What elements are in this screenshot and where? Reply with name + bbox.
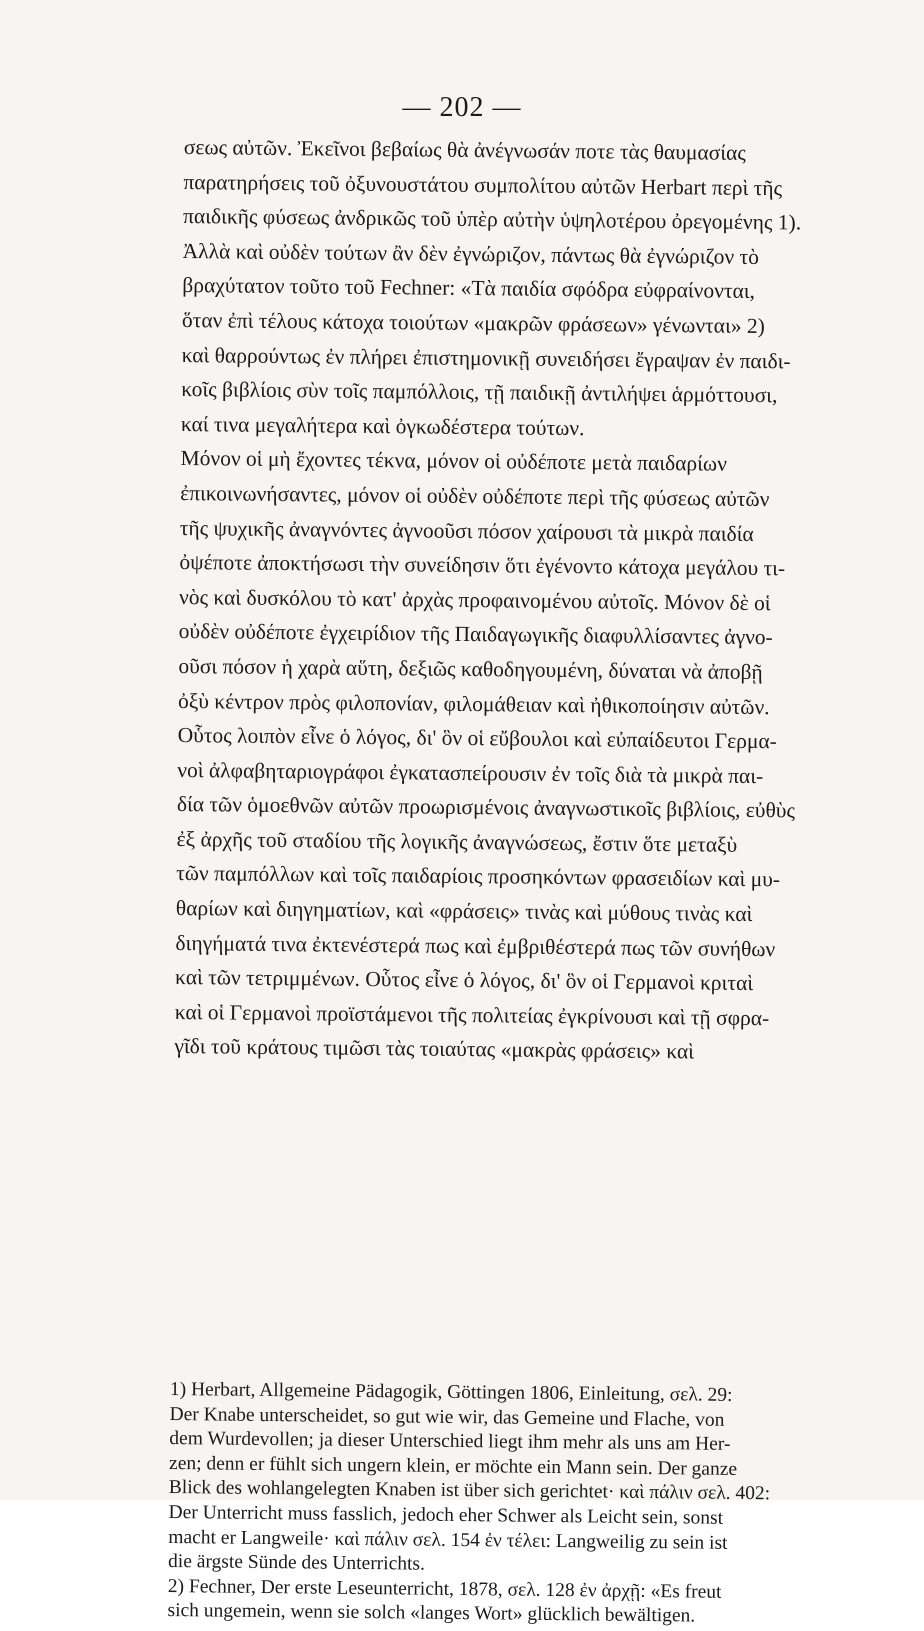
text-line: καὶ θαρρούντως ἐν πλήρει ἐπιστημονικῇ συνειδήσει ἔγραψαν ἐν παιδι- [181,342,791,373]
text-line: οῦσι πόσον ἡ χαρὰ αὕτη, δεξιῶς καθοδηγουμένη, δύναται νὰ ἀποβῇ [178,653,763,684]
text-line: καὶ οἱ Γερμανοὶ προϊστάμενοι τῆς πολιτείας ἐγκρίνουσι καὶ τῇ σφρα- [174,999,770,1031]
footnote-line: zen; denn er fühlt sich ungern klein, er möchte ein Mann sein. Der ganze [168,1452,738,1480]
footnote-line: sich ungemein, wenn sie solch «langes Wort» glücklich bewältigen. [167,1600,696,1627]
text-line: παιδικῆς φύσεως ἀνδρικῶς τοῦ ὑπὲρ αὐτὴν ὑψηλοτέρου ὀρεγομένης 1). [182,204,802,235]
text-line: δία τῶν ὁμοεθνῶν αὐτῶν προωρισμένοις ἀναγνωστικοῖς βιβλίοις, εὐθὺς [176,792,796,823]
footnote-line: dem Wurdevollen; ja dieser Unterschied liegt ihm mehr als uns am Her- [169,1428,731,1456]
text-line: θαρίων καὶ διηγηματίων, καὶ «φράσεις» τινὰς καὶ μύθους τινὰς καὶ [175,896,753,927]
footnote-line: Der Knabe unterscheidet, so gut wie wir, das Gemeine und Flache, von [169,1403,725,1431]
footnote-line: 2) Fechner, Der erste Leseunterricht, 1878, σελ. 128 ἐν ἀρχῇ: «Es freut [167,1575,722,1603]
footnote-line: die ärgste Sünde des Unterrichts. [167,1551,426,1575]
footnote-line: Blick des wohlangelegten Knaben ist über sich gerichtet· καὶ πάλιν σελ. 402: [168,1477,771,1505]
footnotes [167,1378,870,1631]
text-line: ὅταν ἐπὶ τέλους κάτοχα τοιούτων «μακρῶν φράσεων» γένωνται» 2) [181,307,765,339]
text-line: τῶν παμπόλλων καὶ τοῖς παιδαρίοις προσηκόντων φρασειδίων καὶ μυ- [176,861,781,892]
text-line: διηγήματά τινα ἐκτενέστερά πως καὶ ἐμβριθέστερά πως τῶν συνήθων [175,930,776,961]
text-line: νὸς καὶ δυσκόλου τὸ κατ' ἀρχὰς προφαινομένου αὐτοῖς. Μόνον δὲ οἱ [178,584,771,615]
text-line: ὀξὺ κέντρον πρὸς φιλοπονίαν, φιλομάθειαν καὶ ἠθικοποίησιν αὐτῶν. [177,688,770,719]
text-line: Οὗτος λοιπὸν εἶνε ὁ λόγος, δι' ὃν οἱ εὔβουλοι καὶ εὐπαίδευτοι Γερμα- [177,723,778,754]
footnote-line: Der Unterricht muss fasslich, jedoch eher Schwer als Leicht sein, sonst [168,1501,724,1529]
text-line: βραχύτατον τοῦτο τοῦ Fechner: «Τὰ παιδία σφόδρα εὐφραίνονται, [182,273,756,304]
text-line: τῆς ψυχικῆς ἀναγνόντες ἀγνοοῦσι πόσον χαίρουσι τὰ μικρὰ παιδία [179,515,754,546]
main-text [174,130,886,1071]
text-line: ὀψέποτε ἀποκτήσωσι τὴν συνείδησιν ὅτι ἐγένοντο κάτοχα μεγάλου τι- [179,550,786,581]
text-line: γῖδι τοῦ κράτους τιμῶσι τὰς τοιαύτας «μακρὰς φράσεις» καὶ [174,1034,695,1064]
text-line: Μόνον οἱ μὴ ἔχοντες τέκνα, μόνον οἱ οὐδέποτε μετὰ παιδαρίων [180,446,728,477]
text-line: ἐπικοινωνήσαντες, μόνον οἱ οὐδὲν οὐδέποτε περὶ τῆς φύσεως αὐτῶν [180,480,770,512]
footnote-line: 1) Herbart, Allgemeine Pädagogik, Göttingen 1806, Einleitung, σελ. 29: [169,1379,733,1406]
text-line: παρατηρήσεις τοῦ ὀξυνουστάτου συμπολίτου αὐτῶν Herbart περὶ τῆς [183,169,783,200]
text-line: ἐξ ἀρχῆς τοῦ σταδίου τῆς λογικῆς ἀναγνώσεως, ἔστιν ὅτε μεταξὺ [176,826,738,857]
footnote-line: macht er Langweile· καὶ πάλιν σελ. 154 ἐν τέλει: Langweilig zu sein ist [168,1526,728,1554]
page-number: — 202 — [402,92,522,123]
text-line: οὐδὲν οὐδέποτε ἐγχειρίδιον τῆς Παιδαγωγικῆς διαφυλλίσαντες ἀγνο- [178,619,773,650]
text-line: καὶ τῶν τετριμμένων. Οὗτος εἶνε ὁ λόγος, δι' ὃν οἱ Γερμανοὶ κριταὶ [175,965,754,996]
text-line: σεως αὐτῶν. Ἐκεῖνοι βεβαίως θὰ ἀνέγνωσάν ποτε τὰς θαυμασίας [183,134,746,165]
text-line: καί τινα μεγαλήτερα καὶ ὀγκωδέστερα τούτων. [180,411,585,440]
text-line: Ἀλλὰ καὶ οὐδὲν τούτων ἂν δὲν ἐγνώριζον, πάντως θὰ ἐγνώριζον τὸ [182,238,760,269]
text-line: νοὶ ἀλφαβηταριογράφοι ἐγκατασπείρουσιν ἐν τοῖς διὰ τὰ μικρὰ παι- [177,757,764,788]
text-line: κοῖς βιβλίοις σὺν τοῖς παμπόλλοις, τῇ παιδικῇ ἀντιλήψει ἁρμόττουσι, [181,377,778,408]
